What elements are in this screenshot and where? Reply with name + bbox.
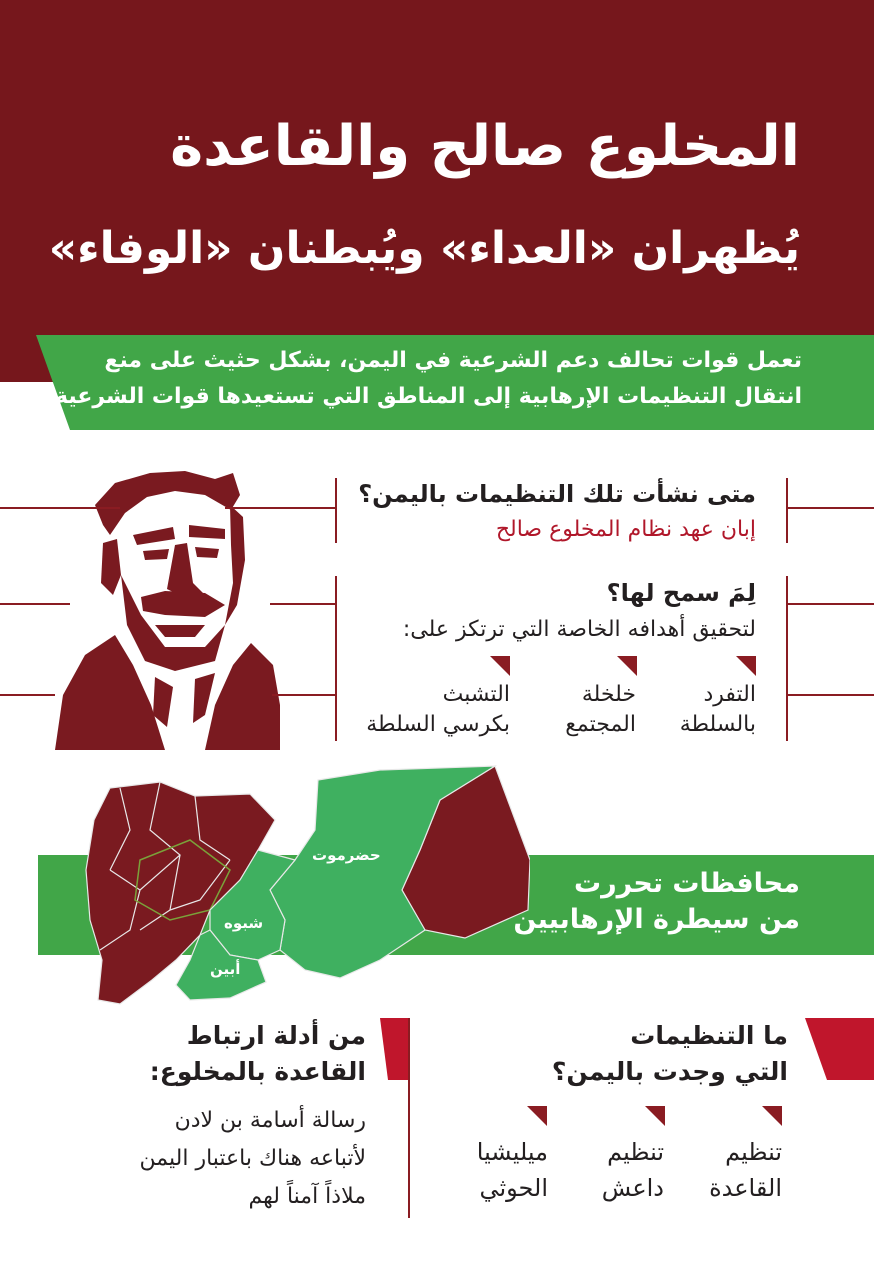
evidence-question-line-1: من أدلة ارتباط (186, 1021, 366, 1050)
goal-line-2: بالسلطة (679, 712, 756, 737)
org-line-1: تنظيم (607, 1138, 664, 1166)
evidence-question (26, 1018, 366, 1090)
org-line-2: الحوثي (479, 1174, 548, 1202)
page-title: المخلوع صالح والقاعدة (170, 114, 800, 179)
divider-line (786, 694, 874, 696)
evidence-line-1: رسالة أسامة بن لادن (174, 1108, 366, 1133)
org-line-2: داعش (601, 1174, 664, 1202)
yemen-map (80, 760, 530, 1010)
evidence-line-2: لأتباعه هناك باعتبار اليمن (139, 1146, 366, 1171)
org-line-1: تنظيم (725, 1138, 782, 1166)
accent-marker (380, 1018, 410, 1080)
divider-line (225, 507, 335, 509)
accent-parallelogram (805, 1018, 874, 1080)
map-label-hadramaut: حضرموت (312, 846, 381, 864)
liberated-line-1: محافظات تحررت (573, 868, 800, 899)
divider-line (786, 478, 788, 543)
bullet-triangle (645, 1106, 665, 1126)
org-item (672, 1134, 782, 1206)
divider-line (272, 694, 335, 696)
divider-line (408, 1018, 410, 1218)
evidence-text (26, 1102, 366, 1216)
header-background (0, 0, 874, 382)
divider-line (0, 507, 120, 509)
evidence-line-3: ملاذاً آمناً لهم (248, 1184, 366, 1209)
goal-line-1: التفرد (703, 682, 756, 707)
answer-origin: إبان عهد نظام المخلوع صالح (495, 517, 756, 542)
evidence-question-line-2: القاعدة بالمخلوع: (149, 1057, 366, 1086)
goal-line-2: بكرسي السلطة (366, 712, 510, 737)
map-label-abyan: أبين (210, 960, 241, 978)
answer-why: لتحقيق أهدافه الخاصة التي ترتكز على: (402, 617, 756, 642)
bullet-triangle (736, 656, 756, 676)
intro-line-1: تعمل قوات تحالف دعم الشرعية في اليمن، بشكل حثيث على منع (104, 348, 802, 373)
orgs-question-line-2: التي وجدت باليمن؟ (551, 1057, 788, 1086)
goal-line-1: التشبث (442, 682, 510, 707)
divider-line (786, 576, 788, 741)
liberated-line-2: من سيطرة الإرهابيين (513, 904, 800, 935)
goal-line-2: المجتمع (565, 712, 636, 737)
page-subtitle: يُظهران «العداء» ويُبطنان «الوفاء» (48, 223, 800, 274)
divider-line (0, 694, 55, 696)
org-line-2: القاعدة (709, 1174, 782, 1202)
org-line-1: ميليشيا (476, 1138, 548, 1166)
map-label-shabwa: شبوه (224, 914, 264, 932)
org-item (438, 1134, 548, 1206)
question-origin: متى نشأت تلك التنظيمات باليمن؟ (358, 480, 756, 508)
bullet-triangle (490, 656, 510, 676)
question-why: لِمَ سمح لها؟ (606, 579, 756, 607)
divider-line (786, 507, 874, 509)
goal-line-1: خلخلة (581, 682, 636, 707)
divider-line (0, 603, 70, 605)
intro-line-2: انتقال التنظيمات الإرهابية إلى المناطق التي تستعيدها قوات الشرعية (55, 384, 802, 409)
divider-line (786, 603, 874, 605)
bullet-triangle (617, 656, 637, 676)
org-item (554, 1134, 664, 1206)
orgs-question-line-1: ما التنظيمات (630, 1021, 788, 1050)
divider-line (270, 603, 335, 605)
goal-item (340, 680, 510, 740)
intro-text (22, 343, 802, 415)
bullet-triangle (527, 1106, 547, 1126)
bullet-triangle (762, 1106, 782, 1126)
orgs-question (488, 1018, 788, 1090)
